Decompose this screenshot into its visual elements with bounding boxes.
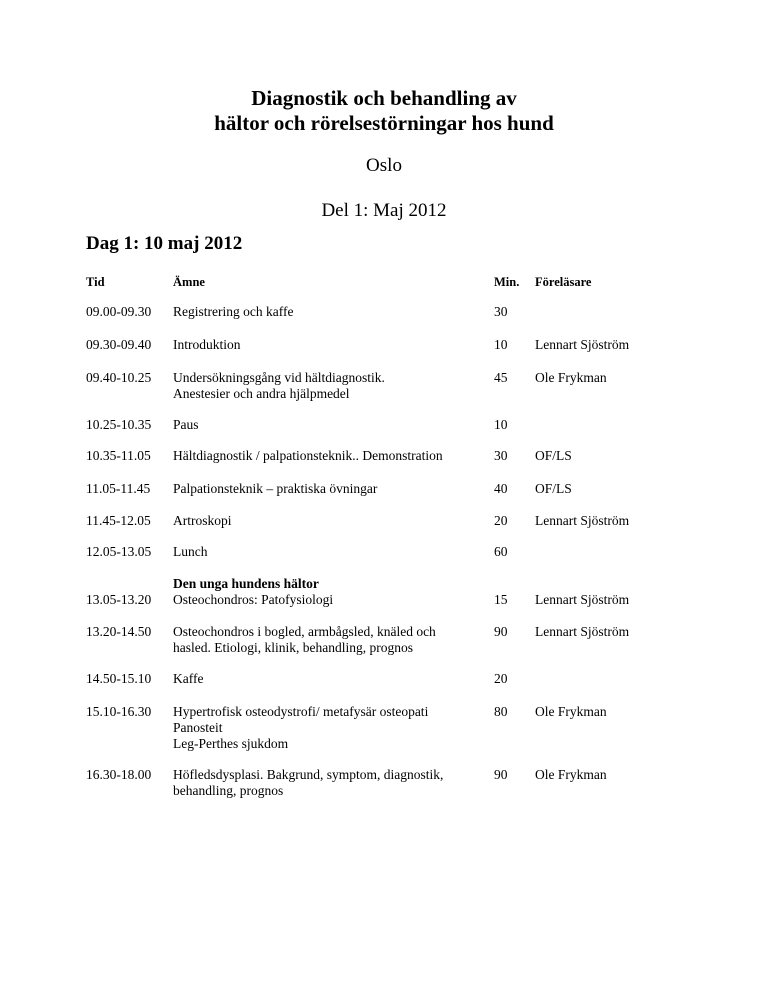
row-minutes: 15: [494, 592, 508, 607]
row-topic: [173, 513, 232, 529]
row-lecturer: Ole Frykman: [535, 704, 607, 719]
row-minutes: 30: [494, 304, 508, 319]
row-lecturer: OF/LS: [535, 481, 572, 496]
row-time: 13.05-13.20: [86, 592, 152, 607]
topic-line: Palpationsteknik – praktiska övningar: [173, 481, 378, 496]
topic-line: Introduktion: [173, 337, 241, 352]
course-part: Del 1: Maj 2012: [321, 200, 447, 221]
topic-line: Hältdiagnostik / palpationsteknik.. Demonstration: [173, 448, 443, 463]
row-lecturer: Ole Frykman: [535, 370, 607, 385]
row-minutes: 40: [494, 481, 508, 496]
row-time: 10.35-11.05: [86, 448, 151, 463]
row-topic: [173, 481, 377, 497]
row-time: 09.30-09.40: [86, 337, 152, 352]
row-time: 14.50-15.10: [86, 671, 152, 686]
row-time: 13.20-14.50: [86, 624, 152, 639]
row-time: 11.05-11.45: [86, 481, 151, 496]
topic-line: Hypertrofisk osteodystrofi/ metafysär osteopati: [173, 704, 429, 719]
row-time: 09.00-09.30: [86, 304, 152, 319]
row-minutes: 45: [494, 370, 508, 385]
row-lecturer: OF/LS: [535, 448, 572, 463]
topic-line: Anestesier och andra hjälpmedel: [173, 386, 350, 401]
row-minutes: 80: [494, 704, 508, 719]
section-heading: Den unga hundens hältor: [173, 576, 319, 591]
header-topic: Ämne: [173, 275, 205, 289]
topic-line: Osteochondros: Patofysiologi: [173, 592, 334, 607]
row-lecturer: Ole Frykman: [535, 767, 607, 782]
row-topic: [173, 337, 241, 353]
topic-line: Kaffe: [173, 671, 204, 686]
row-time: 10.25-10.35: [86, 417, 152, 432]
row-topic: [173, 704, 428, 752]
row-lecturer: Lennart Sjöström: [535, 624, 630, 639]
topic-line: hasled. Etiologi, klinik, behandling, prognos: [173, 640, 413, 655]
topic-line: Artroskopi: [173, 513, 232, 528]
title-line-1: Diagnostik och behandling av: [251, 86, 517, 110]
row-time: 12.05-13.05: [86, 544, 152, 559]
row-minutes: 60: [494, 544, 508, 559]
row-topic: [173, 671, 203, 687]
header-time: Tid: [86, 275, 105, 289]
row-lecturer: Lennart Sjöström: [535, 513, 630, 528]
row-topic: [173, 417, 199, 433]
row-minutes: 90: [494, 624, 508, 639]
row-lecturer: Lennart Sjöström: [535, 592, 630, 607]
header-minutes: Min.: [494, 275, 520, 289]
row-time: 09.40-10.25: [86, 370, 152, 385]
row-topic: [173, 448, 443, 464]
topic-line: Registrering och kaffe: [173, 304, 294, 319]
day-heading: Dag 1: 10 maj 2012: [86, 233, 243, 254]
row-minutes: 10: [494, 337, 508, 352]
topic-line: Osteochondros i bogled, armbågsled, knäled och: [173, 624, 436, 639]
header-lecturer: Föreläsare: [535, 275, 592, 289]
row-topic: [173, 544, 208, 560]
row-minutes: 20: [494, 513, 508, 528]
title-line-2: hältor och rörelsestörningar hos hund: [214, 111, 554, 135]
row-topic: [173, 304, 293, 320]
topic-line: Panosteit: [173, 720, 223, 735]
row-time: 15.10-16.30: [86, 704, 152, 719]
row-topic: [173, 767, 443, 799]
row-topic: [173, 370, 385, 402]
topic-line: Undersökningsgång vid hältdiagnostik.: [173, 370, 385, 385]
location: Oslo: [366, 155, 402, 176]
row-minutes: 10: [494, 417, 508, 432]
row-topic: [173, 624, 436, 656]
topic-line: behandling, prognos: [173, 783, 284, 798]
row-minutes: 30: [494, 448, 508, 463]
topic-line: Höfledsdysplasi. Bakgrund, symptom, diagnostik,: [173, 767, 444, 782]
row-time: 11.45-12.05: [86, 513, 151, 528]
topic-line: Lunch: [173, 544, 208, 559]
row-topic: [173, 576, 333, 608]
row-minutes: 20: [494, 671, 508, 686]
row-minutes: 90: [494, 767, 508, 782]
document-title: [0, 86, 768, 136]
topic-line: Leg-Perthes sjukdom: [173, 736, 289, 751]
row-time: 16.30-18.00: [86, 767, 152, 782]
row-lecturer: Lennart Sjöström: [535, 337, 630, 352]
topic-line: Paus: [173, 417, 199, 432]
